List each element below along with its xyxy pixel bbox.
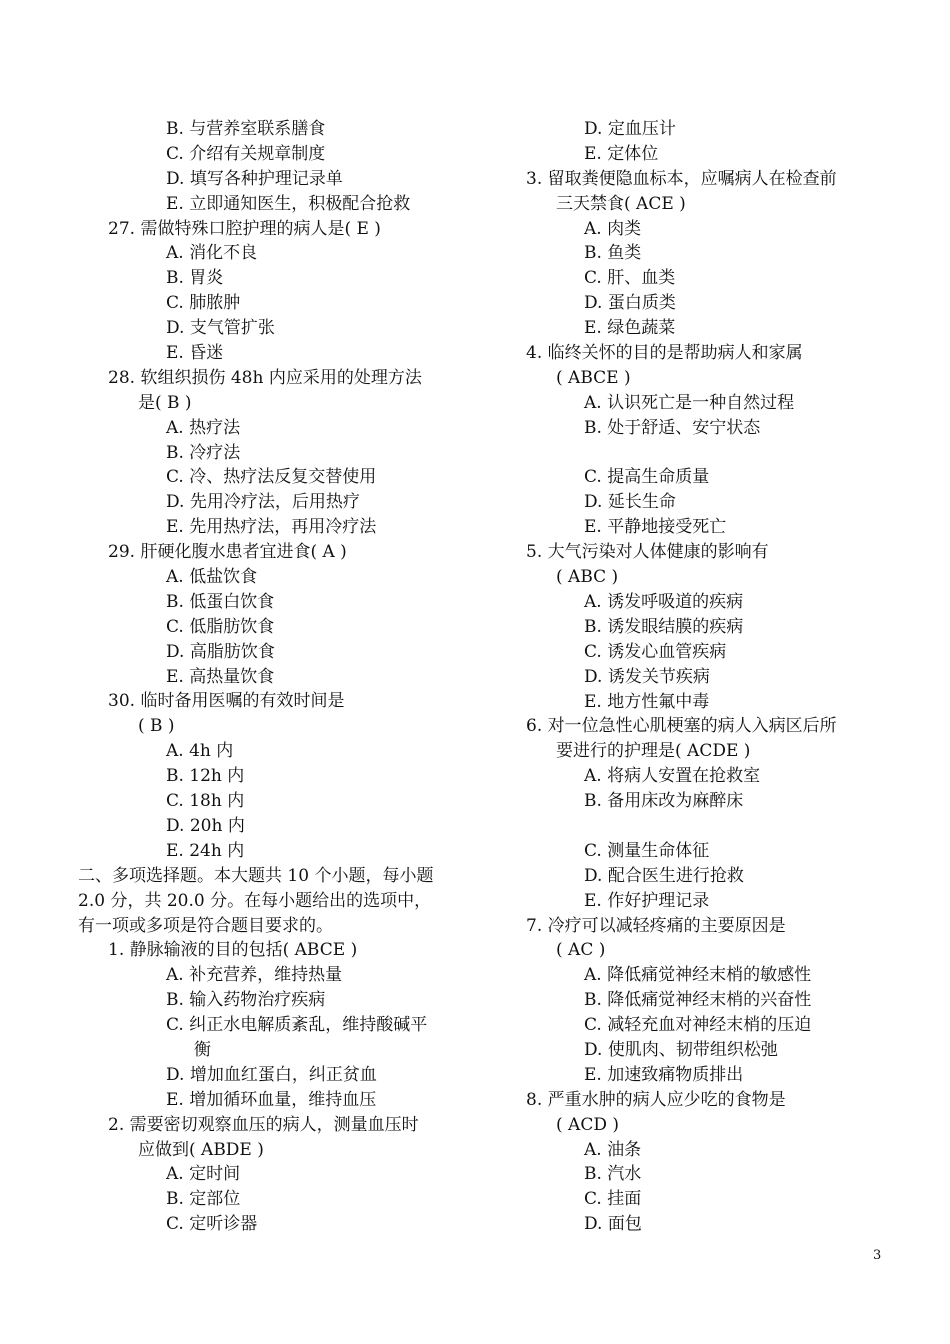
option-line: C. 纠正水电解质紊乱，维持酸碱平 <box>166 1015 428 1036</box>
option-line: B. 处于舒适、安宁状态 <box>584 417 761 438</box>
option-line: E. 作好护理记录 <box>584 890 710 911</box>
option-line: D. 填写各种护理记录单 <box>166 168 343 189</box>
option-line: C. 肺脓肿 <box>166 293 241 314</box>
option-line: E. 定体位 <box>584 143 659 164</box>
option-line: D. 蛋白质类 <box>584 293 676 314</box>
question-line: ( B ) <box>138 716 175 737</box>
question-line: 2. 需要密切观察血压的病人，测量血压时 <box>108 1114 419 1135</box>
page-number: 3 <box>873 1248 882 1263</box>
option-line: E. 立即通知医生，积极配合抢救 <box>166 193 411 214</box>
question-line: ( ABC ) <box>556 567 619 588</box>
question-line: ( ABCE ) <box>556 367 631 388</box>
option-line: E. 加速致痛物质排出 <box>584 1064 744 1085</box>
left-column <box>78 117 470 1237</box>
question-line: 1. 静脉输液的目的包括( ABCE ) <box>108 940 358 961</box>
option-line: A. 肉类 <box>584 218 642 239</box>
option-line: C. 挂面 <box>584 1189 642 1210</box>
option-line: A. 热疗法 <box>166 417 241 438</box>
question-line: 三天禁食( ACE ) <box>556 193 686 214</box>
option-line: B. 冷疗法 <box>166 442 241 463</box>
option-line: D. 使肌肉、韧带组织松弛 <box>584 1039 778 1060</box>
option-line: C. 介绍有关规章制度 <box>166 143 326 164</box>
option-line: B. 输入药物治疗疾病 <box>166 990 326 1011</box>
option-line: A. 补充营养，维持热量 <box>166 965 343 986</box>
option-line: D. 高脂肪饮食 <box>166 641 275 662</box>
option-line: E. 昏迷 <box>166 343 224 364</box>
option-line: C. 低脂肪饮食 <box>166 616 275 637</box>
option-line: E. 高热量饮食 <box>166 666 275 687</box>
option-line: D. 延长生命 <box>584 492 676 513</box>
option-line: B. 低蛋白饮食 <box>166 591 275 612</box>
question-line: 4. 临终关怀的目的是帮助病人和家属 <box>526 343 803 364</box>
question-line: 3. 留取粪便隐血标本，应嘱病人在检查前 <box>526 168 837 189</box>
question-line: 8. 严重水肿的病人应少吃的食物是 <box>526 1089 786 1110</box>
option-line: B. 鱼类 <box>584 243 642 264</box>
option-line: A. 消化不良 <box>166 243 258 264</box>
option-line: D. 支气管扩张 <box>166 318 275 339</box>
option-line: B. 与营养室联系膳食 <box>166 119 326 139</box>
option-line: A. 油条 <box>584 1139 642 1160</box>
option-line: B. 汽水 <box>584 1164 642 1185</box>
option-line: 衡 <box>194 1039 211 1060</box>
question-line: 要进行的护理是( ACDE ) <box>556 741 751 762</box>
option-line: E. 24h 内 <box>166 840 245 861</box>
option-line: C. 定听诊器 <box>166 1214 258 1235</box>
option-line: C. 18h 内 <box>166 791 245 812</box>
option-line: A. 低盐饮食 <box>166 567 258 588</box>
option-line: C. 提高生命质量 <box>584 467 710 488</box>
option-line: E. 先用热疗法，再用冷疗法 <box>166 517 377 538</box>
option-line: C. 测量生命体征 <box>584 840 710 861</box>
option-line: C. 诱发心血管疾病 <box>584 641 727 662</box>
question-line: 是( B ) <box>138 392 192 413</box>
option-line: A. 认识死亡是一种自然过程 <box>584 392 795 413</box>
section-heading-line: 2.0 分，共 20.0 分。在每小题给出的选项中， <box>78 890 432 911</box>
question-line: ( AC ) <box>556 940 606 961</box>
section-heading-line: 有一项或多项是符合题目要求的。 <box>78 915 333 936</box>
option-line: D. 诱发关节疾病 <box>584 666 710 687</box>
option-line: B. 诱发眼结膜的疾病 <box>584 616 744 637</box>
option-line: E. 平静地接受死亡 <box>584 517 727 538</box>
option-line: D. 面包 <box>584 1214 642 1235</box>
option-line: C. 减轻充血对神经末梢的压迫 <box>584 1015 812 1036</box>
option-line: E. 绿色蔬菜 <box>584 318 676 339</box>
option-line: A. 诱发呼吸道的疾病 <box>584 591 744 612</box>
option-line: D. 增加血红蛋白，纠正贫血 <box>166 1064 377 1085</box>
option-line: A. 4h 内 <box>166 741 234 762</box>
option-line: B. 降低痛觉神经末梢的兴奋性 <box>584 990 812 1011</box>
option-line: A. 定时间 <box>166 1164 241 1185</box>
question-line: 28. 软组织损伤 48h 内应采用的处理方法 <box>108 367 422 388</box>
question-line: 6. 对一位急性心肌梗塞的病人入病区后所 <box>526 716 837 737</box>
option-line: A. 将病人安置在抢救室 <box>584 766 761 787</box>
option-line: C. 肝、血类 <box>584 268 676 289</box>
option-line: B. 定部位 <box>166 1189 241 1210</box>
section-heading-line: 二、多项选择题。本大题共 10 个小题，每小题 <box>78 865 434 886</box>
option-line: D. 配合医生进行抢救 <box>584 865 744 886</box>
option-line: A. 降低痛觉神经末梢的敏感性 <box>584 965 812 986</box>
option-line: B. 备用床改为麻醉床 <box>584 791 744 812</box>
question-line: 30. 临时备用医嘱的有效时间是 <box>108 691 345 712</box>
option-line: E. 地方性氟中毒 <box>584 691 710 712</box>
option-line: B. 12h 内 <box>166 766 245 787</box>
option-line: D. 先用冷疗法，后用热疗 <box>166 492 360 513</box>
option-line: C. 冷、热疗法反复交替使用 <box>166 467 377 488</box>
question-line: 27. 需做特殊口腔护理的病人是( E ) <box>108 218 381 239</box>
right-column <box>520 117 892 1237</box>
question-line: 5. 大气污染对人体健康的影响有 <box>526 542 769 563</box>
question-line: 7. 冷疗可以减轻疼痛的主要原因是 <box>526 915 786 936</box>
question-line: 29. 肝硬化腹水患者宜进食( A ) <box>108 542 347 563</box>
question-line: ( ACD ) <box>556 1114 619 1135</box>
option-line: E. 增加循环血量，维持血压 <box>166 1089 377 1110</box>
option-line: D. 20h 内 <box>166 815 245 836</box>
option-line: D. 定血压计 <box>584 119 676 139</box>
option-line: B. 胃炎 <box>166 268 224 289</box>
question-line: 应做到( ABDE ) <box>138 1139 264 1160</box>
